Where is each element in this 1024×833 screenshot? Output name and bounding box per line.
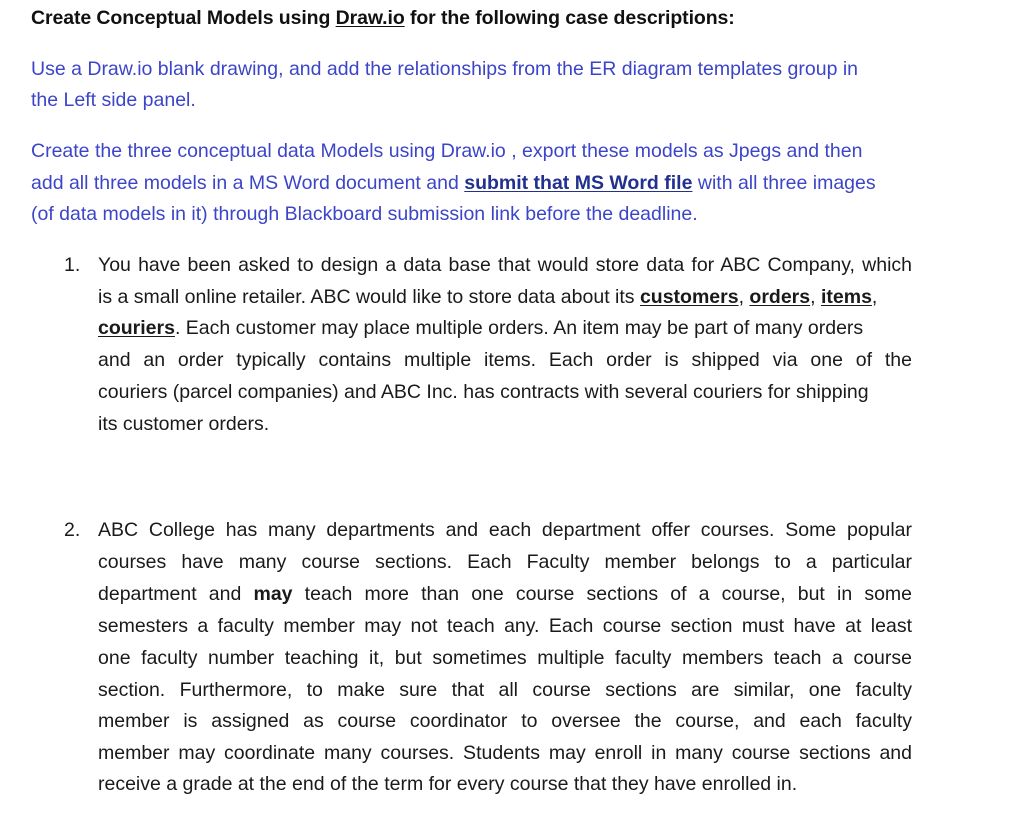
case-2-line7: member is assigned as course coordinator to oversee the course, and each faculty	[98, 710, 912, 732]
heading-prefix: Create Conceptual Models using	[31, 7, 336, 29]
case-2-line4: semesters a faculty member may not teach any. Each course section must have at least	[98, 615, 912, 637]
case-1-line5: couriers (parcel companies) and ABC Inc. has contracts with several couriers for shipping	[98, 381, 869, 403]
keyword-items: items	[820, 286, 872, 308]
page-heading	[31, 6, 735, 30]
instruction-para1-line2: the Left side panel.	[31, 89, 196, 111]
case-1-number: 1.	[64, 254, 81, 276]
keyword-orders: orders	[749, 286, 811, 308]
case-2-line3-prefix: department and	[98, 583, 254, 605]
separator: ,	[871, 286, 878, 308]
instruction-para2-line2-prefix: add all three models in a MS Word document and	[31, 172, 465, 194]
keyword-couriers: couriers	[98, 317, 175, 339]
case-2-line3-suffix: teach more than one course sections of a course, but in some	[292, 583, 913, 605]
case-2-line6: section. Furthermore, to make sure that all course sections are similar, one faculty	[98, 679, 912, 701]
drawio-link[interactable]: Draw.io	[335, 7, 405, 29]
case-1-line2-prefix: is a small online retailer. ABC would like to store data about its	[98, 286, 640, 308]
case-1-line3	[98, 316, 863, 340]
case-2-line9: receive a grade at the end of the term for every course that they have enrolled in.	[98, 773, 798, 795]
case-1-line4: and an order typically contains multiple items. Each order is shipped via one of the	[98, 349, 912, 371]
instruction-para2-line2-suffix: with all three images	[692, 172, 876, 194]
separator: ,	[810, 286, 821, 308]
case-2-line5: one faculty number teaching it, but sometimes multiple faculty members teach a course	[98, 647, 912, 669]
case-1-line6: its customer orders.	[98, 413, 270, 435]
instruction-para1-line1: Use a Draw.io blank drawing, and add the relationships from the ER diagram templates group in	[31, 58, 859, 80]
instruction-para2-line3: (of data models in it) through Blackboard submission link before the deadline.	[31, 203, 698, 225]
heading-suffix: for the following case descriptions:	[404, 7, 735, 29]
case-2-line8: member may coordinate many courses. Students may enroll in many course sections and	[98, 742, 912, 764]
case-1-line3-suffix: . Each customer may place multiple orders. An item may be part of many orders	[174, 317, 864, 339]
submit-word-file-link[interactable]: submit that MS Word file	[464, 172, 693, 194]
keyword-may: may	[253, 583, 293, 605]
instruction-para2-line1: Create the three conceptual data Models using Draw.io , export these models as Jpegs and then	[31, 140, 863, 162]
instruction-para2-line2	[31, 171, 876, 195]
case-2-line3	[98, 582, 912, 606]
keyword-customers: customers	[639, 286, 739, 308]
case-1-line1: You have been asked to design a data base that would store data for ABC Company, which	[98, 254, 912, 276]
case-2-line2: courses have many course sections. Each Faculty member belongs to a particular	[98, 551, 912, 573]
case-2-line1: ABC College has many departments and each department offer courses. Some popular	[98, 519, 912, 541]
case-1-line2	[98, 285, 877, 309]
separator: ,	[738, 286, 750, 308]
case-2-number: 2.	[64, 519, 81, 541]
